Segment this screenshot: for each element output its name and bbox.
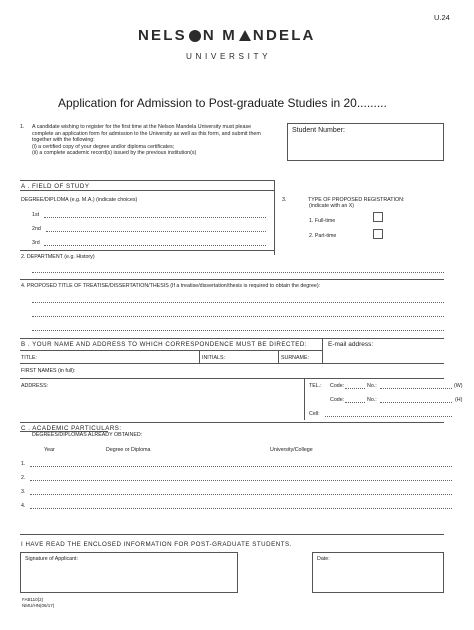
page-title: Application for Admission to Post-graduate Studies in 20......... — [58, 96, 387, 110]
declaration-text: I HAVE READ THE ENCLOSED INFORMATION FOR POST-GRADUATE STUDENTS. — [21, 541, 292, 548]
registration-title: TYPE OF PROPOSED REGISTRATION: — [308, 197, 405, 203]
cell-label: Cell: — [309, 411, 320, 417]
address-label: ADDRESS: — [21, 383, 49, 389]
fulltime-checkbox[interactable] — [373, 212, 383, 222]
degree-row-3-label: 3. — [21, 489, 26, 495]
section-c-title: C . ACADEMIC PARTICULARS: — [21, 425, 122, 432]
footer-code-1: FAB110(2) — [22, 597, 44, 602]
intro-item-ii: (ii) a complete academic record(s) issued by the previous institution(s) — [32, 150, 197, 157]
tel-no-label-home: No.: — [367, 397, 377, 403]
date-box[interactable] — [312, 552, 444, 593]
thesis-field-line-1[interactable] — [32, 302, 444, 303]
firstnames-label: FIRST NAMES (in full): — [21, 368, 76, 374]
student-number-box[interactable] — [287, 123, 444, 161]
title-label: TITLE: — [21, 355, 37, 361]
tel-no-home-field[interactable] — [380, 402, 452, 403]
degree-row-1-label: 1. — [21, 461, 26, 467]
intro-block — [32, 124, 268, 157]
registration-subtitle: (indicate with an X) — [309, 203, 355, 209]
choice-1st-label: 1st — [32, 212, 40, 218]
initials-label: INITIALS: — [202, 355, 225, 361]
thesis-label: 4. PROPOSED TITLE OF TREATISE/DISSERTATION/THESIS (If a treatise/dissertation/thesis is required to obtain the degree): — [21, 283, 321, 289]
choice-1st-field[interactable] — [44, 217, 266, 218]
choice-3rd-field[interactable] — [44, 245, 266, 246]
degree-row-4-label: 4. — [21, 503, 26, 509]
col-year: Year — [44, 447, 55, 453]
form-code: U.24 — [434, 13, 450, 22]
choice-2nd-field[interactable] — [46, 231, 266, 232]
degree-row-4-field[interactable] — [30, 508, 452, 509]
col-degree: Degree or Diploma — [106, 447, 151, 453]
signature-label: Signature of Applicant: — [25, 556, 79, 562]
logo-text-part2: N M — [202, 27, 237, 44]
intro-item-i: (i) a certified copy of your degree and/or diploma certificates; — [32, 143, 175, 150]
logo-text-part1: NELS — [138, 27, 187, 44]
university-logo — [138, 27, 316, 61]
tel-code-work-field[interactable] — [345, 388, 365, 389]
tel-label: TEL.: — [309, 383, 322, 389]
logo-text-part3: NDELA — [252, 27, 316, 44]
home-indicator: (H) — [455, 397, 463, 403]
section-b-title: B . YOUR NAME AND ADDRESS TO WHICH CORRESPONDENCE MUST BE DIRECTED: — [21, 341, 308, 348]
logo-circle-icon — [189, 30, 201, 42]
thesis-field-line-2[interactable] — [32, 316, 444, 317]
signature-box[interactable] — [20, 552, 238, 593]
surname-label: SURNAME: — [281, 355, 309, 361]
registration-number: 3. — [282, 197, 287, 203]
section-a-title: A . FIELD OF STUDY — [21, 183, 90, 190]
tel-code-label-work: Code: — [330, 383, 345, 389]
logo-triangle-icon — [239, 30, 251, 41]
footer-codes — [22, 597, 54, 609]
degree-row-2-label: 2. — [21, 475, 26, 481]
footer-code-2: NMU/HN(06/17) — [22, 603, 55, 608]
section-c-subtitle: DEGREES/DIPLOMAS ALREADY OBTAINED: — [32, 432, 143, 438]
col-university: University/College — [270, 447, 313, 453]
degree-row-2-field[interactable] — [30, 480, 452, 481]
thesis-field-line-3[interactable] — [32, 330, 444, 331]
department-label: 2. DEPARTMENT (e.g. History) — [21, 254, 95, 260]
degree-label: DEGREE/DIPLOMA (e.g. M.A.) (indicate choices) — [21, 197, 138, 203]
degree-row-3-field[interactable] — [30, 494, 452, 495]
choice-2nd-label: 2nd — [32, 226, 41, 232]
parttime-label: 2. Part-time — [309, 233, 337, 239]
fulltime-label: 1. Full-time — [309, 218, 336, 224]
work-indicator: (W) — [454, 383, 463, 389]
department-field[interactable] — [32, 272, 444, 273]
date-label: Date: — [317, 556, 330, 562]
choice-3rd-label: 3rd — [32, 240, 40, 246]
tel-no-label-work: No.: — [367, 383, 377, 389]
intro-text: A candidate wishing to register for the first time at the Nelson Mandela University must please complete an application form for admission to the University as well as this form, and submit them together with the following: — [32, 124, 261, 144]
degree-row-1-field[interactable] — [30, 466, 452, 467]
cell-field[interactable] — [325, 416, 452, 417]
student-number-label: Student Number: — [292, 127, 345, 134]
parttime-checkbox[interactable] — [373, 229, 383, 239]
tel-code-home-field[interactable] — [345, 402, 365, 403]
email-label: E-mail address: — [328, 341, 374, 348]
tel-no-work-field[interactable] — [380, 388, 452, 389]
intro-number: 1. — [20, 124, 25, 130]
tel-code-label-home: Code: — [330, 397, 345, 403]
logo-subtitle: UNIVERSITY — [186, 52, 272, 61]
